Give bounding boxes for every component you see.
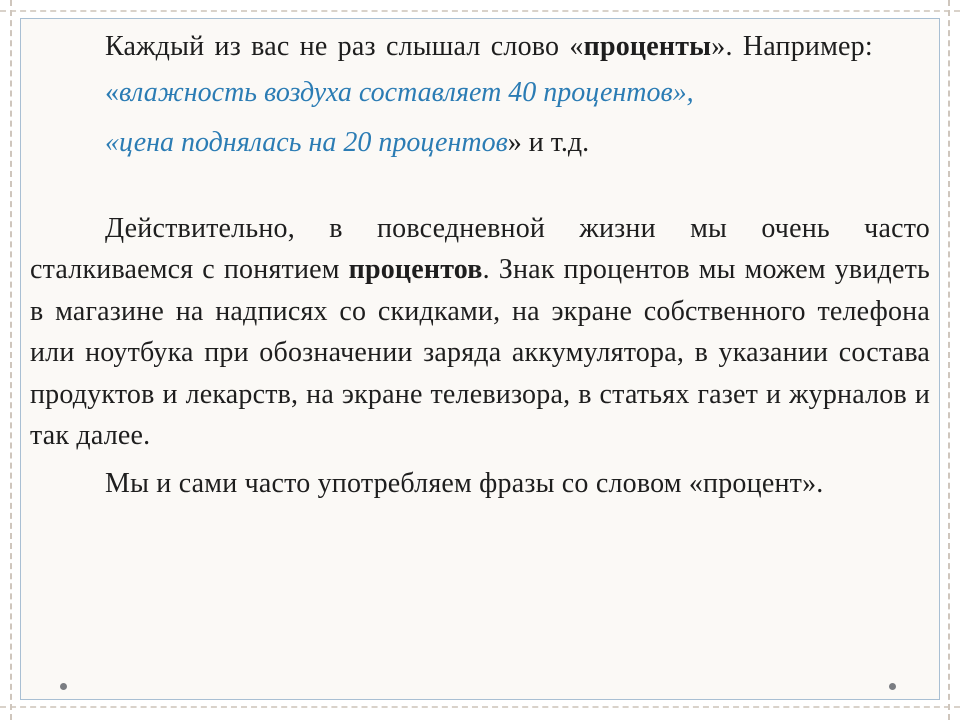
main-paragraph	[30, 208, 930, 457]
quote-line-1	[30, 68, 930, 118]
slide-content	[30, 26, 930, 504]
quote-1-open-mark: «	[105, 76, 119, 108]
quote-2-tail: » и т.д.	[507, 126, 590, 158]
top-dashed-rule	[0, 10, 960, 12]
main-text-end: . Знак процентов мы можем увидеть в магазине на надписях со скидками, на экране собственного телефона или ноутбука при обозначении заряда аккумулятора, в указании состава продуктов и лекарств, на экране телевизора, в статьях газет и журналов и так далее.	[30, 254, 930, 451]
left-bullet-dot	[60, 683, 67, 690]
intro-text-end: ». Например:	[711, 31, 873, 62]
paragraph-spacer	[30, 168, 930, 208]
intro-paragraph	[30, 26, 930, 68]
bottom-dashed-rule	[0, 706, 960, 708]
quote-line-2	[30, 118, 930, 168]
closing-paragraph	[30, 463, 930, 505]
intro-bold-word: проценты	[583, 31, 712, 62]
right-bullet-dot	[889, 683, 896, 690]
quote-1-text: влажность воздуха составляет 40 процентов»,	[119, 76, 694, 108]
quote-2-text: «цена поднялась на 20 процентов	[105, 126, 508, 158]
main-text-start: Действительно, в повседневной жизни мы очень часто сталкиваемся с понятием	[30, 212, 930, 285]
left-dashed-rule	[10, 0, 12, 720]
right-dashed-rule	[948, 0, 950, 720]
closing-text: Мы и сами часто употребляем фразы со словом «процент».	[105, 467, 824, 499]
main-bold-word: процентов	[348, 254, 483, 285]
intro-text-start: Каждый из вас не раз слышал слово «	[105, 31, 584, 62]
